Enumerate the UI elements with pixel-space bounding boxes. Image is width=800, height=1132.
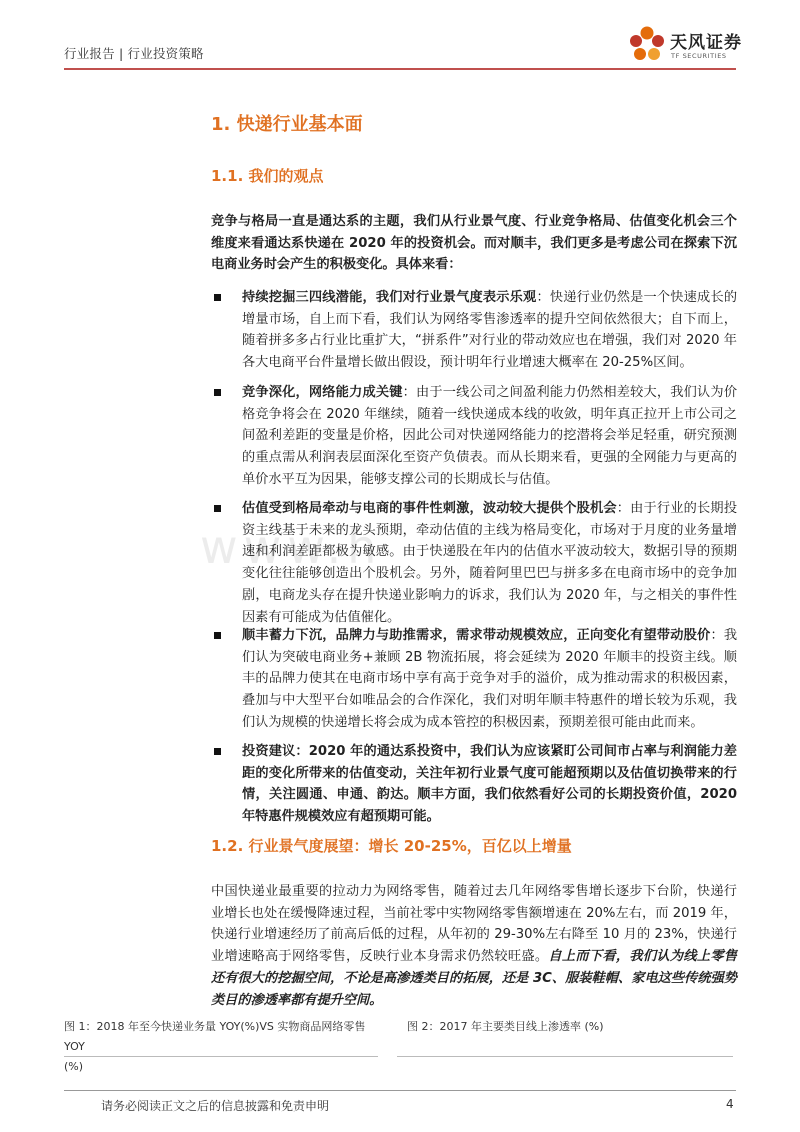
bullet-item-5 xyxy=(211,741,737,828)
logo-chinese-name: 天风证券 xyxy=(670,33,742,53)
bullet-item-1 xyxy=(211,287,737,374)
header-divider xyxy=(64,68,736,70)
section-1-title: 1. 快递行业基本面 xyxy=(211,114,363,135)
bullet-square-icon xyxy=(214,505,221,512)
bullet-1-lead: 持续挖掘三四线潜能，我们对行业景气度表示乐观 xyxy=(242,290,537,305)
figure-1-divider xyxy=(64,1056,378,1057)
section-1-2-paragraph xyxy=(211,881,737,1011)
bullet-4-lead: 顺丰蓄力下沉，品牌力与助推需求，需求带动规模效应，正向变化有望带动股价 xyxy=(242,628,711,643)
section-1-1-title: 1.1. 我们的观点 xyxy=(211,167,324,185)
section-1-1-intro: 竞争与格局一直是通达系的主题，我们从行业景气度、行业竞争格局、估值变化机会三个维度来看通达系快递在 2020 年的投资机会。而对顺丰，我们更多是考虑公司在探索下沉电商业务时会产生的积极变化。具体来看： xyxy=(211,214,737,273)
figure-1-caption-line1: 图 1：2018 年至今快递业务量 YOY(%)VS 实物商品网络零售 YOY xyxy=(64,1020,366,1053)
bullet-item-4 xyxy=(211,625,737,734)
bullet-1-body: ：快递行业仍然是一个快速成长的增量市场，自上而下看，我们认为网络零售渗透率的提升空间依然很大；自下而上，随着拼多多占行业比重扩大，“拼系件”对行业的带动效应也在增强，我们对 2020 年各大电商平台件量增长做出假设，预计明年行业增速大概率在 20-25%区间。 xyxy=(242,290,738,371)
section-1-2-body: 中国快递业最重要的拉动力为网络零售，随着过去几年网络零售增长逐步下台阶，快递行业增长也处在缓慢降速过程，当前社零中实物网络零售额增速在 20%左右，而 2019 年，快递行业增速经历了前高后低的过程，从年初的 29-30%左右降至 10 月的 23%，快递行业增速略高于网络零售，反映行业本身需求仍然较旺盛。 xyxy=(211,884,737,965)
figure-2-caption: 图 2：2017 年主要类目线上渗透率 (%) xyxy=(407,1020,604,1033)
figure-2-divider xyxy=(397,1056,733,1057)
footer-disclaimer: 请务必阅读正文之后的信息披露和免责申明 xyxy=(101,1099,330,1113)
logo-english-name: TF SECURITIES xyxy=(671,52,727,60)
bullet-square-icon xyxy=(214,632,221,639)
section-1-2-emphasis: 自上而下看，我们认为线上零售还有很大的挖掘空间，不论是高渗透类目的拓展，还是 3C、服装鞋帽、家电这些传统强势类目的渗透率都有提升空间。 xyxy=(211,949,737,1008)
bullet-item-3 xyxy=(211,498,737,628)
logo-flower-icon xyxy=(626,24,668,66)
section-1-2-title: 1.2. 行业景气度展望：增长 20-25%，百亿以上增量 xyxy=(211,837,572,855)
watermark: www.h xyxy=(200,520,383,574)
page-number: 4 xyxy=(726,1097,734,1111)
bullet-square-icon xyxy=(214,389,221,396)
bullet-3-body: ：由于行业的长期投资主线基于未来的龙头预期，牵动估值的主线为格局变化，市场对于月度的业务量增速和利润差距都极为敏感。由于快递股在年内的估值水平波动较大，数据引导的预期变化往往能够创造出个股机会。另外，随着阿里巴巴与拼多多在电商市场中的竞争加剧，电商龙头存在提升快递业影响力的诉求，我们认为 2020 年，与之相关的事件性因素有可能成为估值催化。 xyxy=(242,501,738,625)
bullet-4-body: ：我们认为突破电商业务+兼顾 2B 物流拓展，将会延续为 2020 年顺丰的投资主线。顺丰的品牌力使其在电商市场中享有高于竞争对手的溢价，成为推动需求的积极因素，叠加与中大型平台如唯品会的合作深化，我们对明年顺丰特惠件的增长较为乐观，我们认为规模的快递增长将会成为成本管控的积极因素，预期差很可能由此而来。 xyxy=(242,628,738,730)
header-report-type: 行业报告 | 行业投资策略 xyxy=(64,46,204,61)
bullet-square-icon xyxy=(214,748,221,755)
bullet-square-icon xyxy=(214,294,221,301)
company-logo xyxy=(626,24,742,68)
figure-1-caption-line2: (%) xyxy=(64,1060,84,1073)
bullet-5-lead: 投资建议：2020 年的通达系投资中，我们认为应该紧盯公司间市占率与利润能力差距的变化所带来的估值变动，关注年初行业景气度可能超预期以及估值切换带来的行情，关注圆通、申通、韵达。顺丰方面，我们依然看好公司的长期投资价值，2020 年特惠件规模效应有超预期可能。 xyxy=(242,744,737,825)
bullet-3-lead: 估值受到格局牵动与电商的事件性刺激，波动较大提供个股机会 xyxy=(242,501,617,516)
figure-1-caption xyxy=(64,1017,384,1077)
bullet-2-lead: 竞争深化，网络能力成关键 xyxy=(242,385,403,400)
bullet-2-body: ：由于一线公司之间盈利能力仍然相差较大，我们认为价格竞争将会在 2020 年继续，随着一线快递成本线的收敛，明年真正拉开上市公司之间盈利差距的变量是价格，因此公司对快递网络能力的挖潜将会举足轻重，研究预测的重点需从利润表层面深化至资产负债表。而从长期来看，更强的全网能力与更高的单价水平互为因果，能够支撑公司的长期成长与估值。 xyxy=(242,385,738,487)
footer-divider xyxy=(64,1090,736,1091)
bullet-item-2 xyxy=(211,382,737,491)
